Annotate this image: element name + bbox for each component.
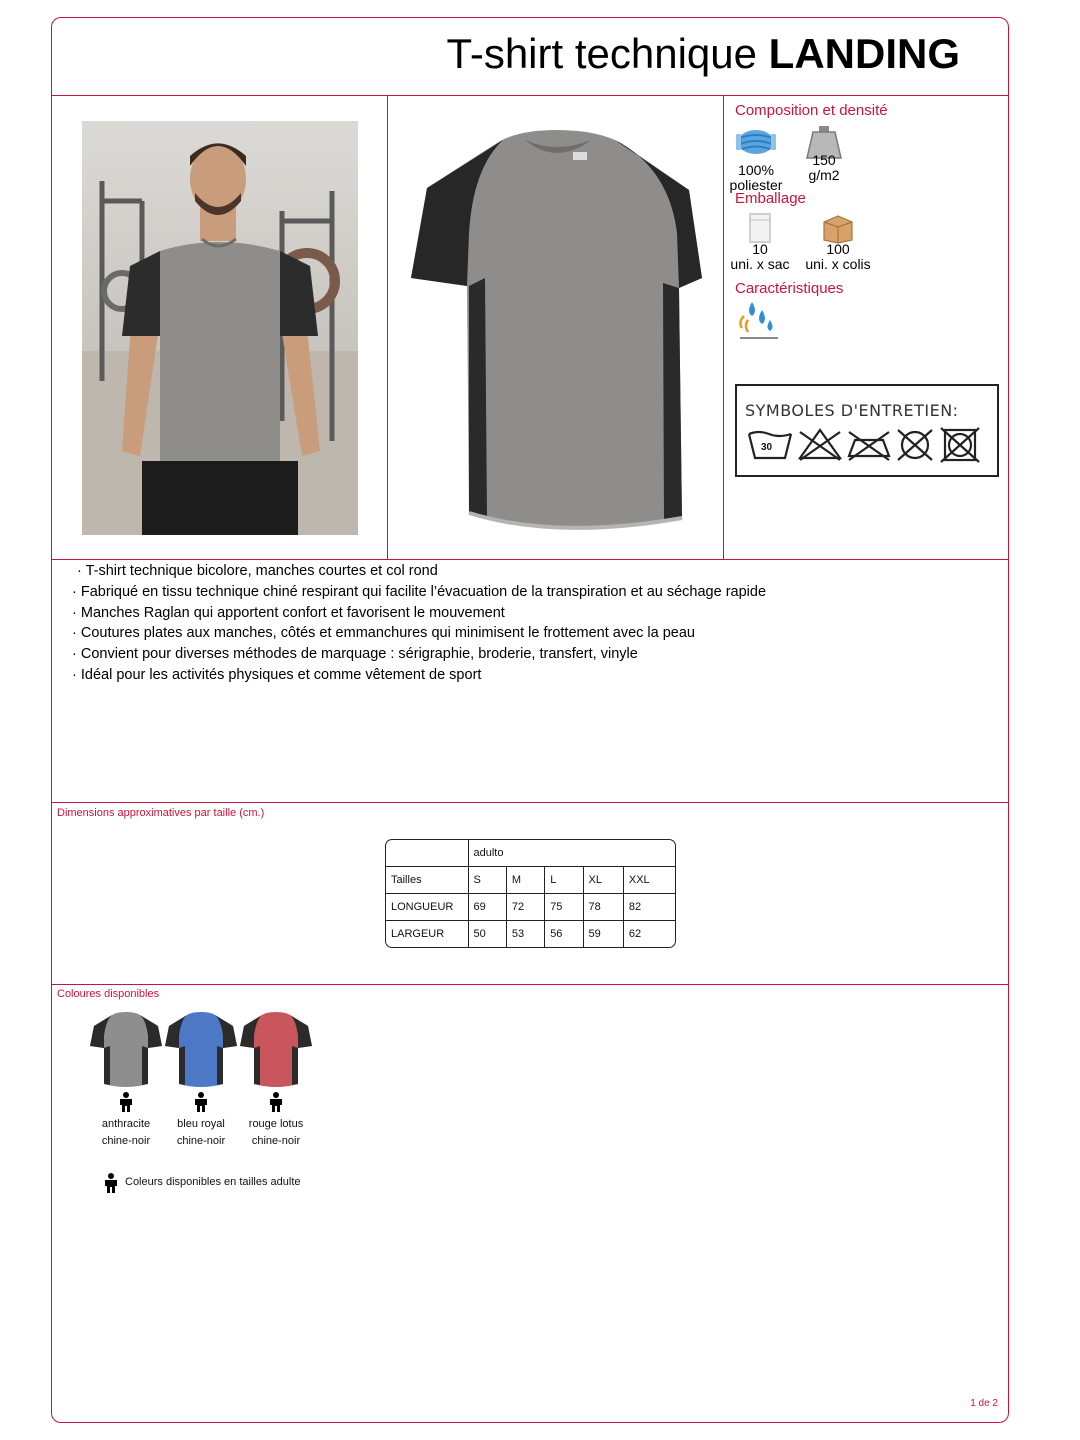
adult-size-icon bbox=[269, 1092, 283, 1112]
table-cell: 78 bbox=[583, 893, 623, 920]
dimensions-heading: Dimensions approximatives par taille (cm.) bbox=[57, 807, 265, 819]
size-col: XL bbox=[583, 866, 623, 893]
feature-item: · Coutures plates aux manches, côtés et emmanchures qui minimisent le frottement avec la peau bbox=[72, 623, 766, 644]
colour-name-secondary: chine-noir bbox=[251, 1135, 301, 1147]
fabric-weight bbox=[796, 124, 852, 183]
size-col: XXL bbox=[623, 866, 675, 893]
product-sheet bbox=[51, 17, 1009, 1423]
fabric-composition bbox=[726, 124, 786, 193]
fabric-percent: 100% bbox=[738, 162, 774, 178]
row-label: LARGEUR bbox=[386, 921, 468, 947]
table-cell: 59 bbox=[583, 921, 623, 947]
packaging-bag bbox=[726, 212, 794, 272]
characteristics-heading: Caractéristiques bbox=[735, 280, 844, 297]
adult-size-icon bbox=[104, 1173, 118, 1193]
feature-item: · Fabriqué en tissu technique chiné respirant qui facilite l’évacuation de la transpiration et au séchage rapide bbox=[72, 582, 766, 603]
table-cell: 75 bbox=[545, 893, 583, 920]
bag-count: 10 bbox=[752, 241, 768, 257]
divider-photo-right bbox=[723, 95, 724, 559]
weight-unit: g/m2 bbox=[808, 167, 840, 183]
divider-media bbox=[52, 559, 1008, 560]
product-photo bbox=[407, 118, 707, 538]
breathable-icon bbox=[736, 298, 780, 347]
colour-name-secondary: chine-noir bbox=[101, 1135, 151, 1147]
cardboard-box-icon bbox=[820, 212, 856, 244]
title-prefix: T-shirt technique bbox=[446, 30, 757, 77]
colour-name: anthracite bbox=[101, 1118, 151, 1130]
table-cell: 69 bbox=[468, 893, 506, 920]
size-table bbox=[385, 839, 676, 948]
size-group-label: adulto bbox=[468, 840, 675, 866]
feature-list bbox=[72, 561, 766, 686]
feature-item: · Idéal pour les activités physiques et comme vêtement de sport bbox=[72, 665, 766, 686]
legend-text: Coleurs disponibles en tailles adulte bbox=[125, 1176, 301, 1188]
adult-size-icon bbox=[194, 1092, 208, 1112]
divider-dimensions bbox=[52, 984, 1008, 985]
care-symbols-box bbox=[735, 384, 999, 477]
table-row bbox=[386, 866, 675, 893]
table-row bbox=[386, 921, 675, 947]
plastic-bag-icon bbox=[746, 212, 774, 244]
size-col: S bbox=[468, 866, 506, 893]
colour-swatch[interactable] bbox=[161, 1008, 241, 1147]
page-number: 1 de 2 bbox=[970, 1398, 998, 1409]
table-row bbox=[386, 893, 675, 920]
colour-legend bbox=[104, 1173, 301, 1196]
wash-temperature: 30 bbox=[761, 442, 773, 453]
weight-value: 150 bbox=[812, 152, 836, 168]
row-label: LONGUEUR bbox=[386, 893, 468, 920]
no-bleach-icon bbox=[800, 430, 840, 458]
table-cell: 56 bbox=[545, 921, 583, 947]
divider-photo-left bbox=[387, 95, 388, 559]
table-cell: 82 bbox=[623, 893, 675, 920]
colours-heading: Coloures disponibles bbox=[57, 988, 160, 1000]
colour-swatch[interactable] bbox=[86, 1008, 166, 1147]
yarn-spool-icon bbox=[734, 124, 778, 160]
table-row bbox=[386, 840, 675, 866]
no-iron-icon bbox=[849, 440, 889, 456]
tshirt-royal-blue-icon bbox=[161, 1008, 241, 1088]
colour-name-secondary: chine-noir bbox=[176, 1135, 226, 1147]
feature-item: · T-shirt technique bicolore, manches courtes et col rond bbox=[72, 561, 766, 582]
size-col: M bbox=[506, 866, 544, 893]
feature-item: · Manches Raglan qui apportent confort et favorisent le mouvement bbox=[72, 603, 766, 624]
colour-name: bleu royal bbox=[177, 1118, 225, 1130]
feature-item: · Convient pour diverses méthodes de marquage : sérigraphie, broderie, transfert, vinyle bbox=[72, 644, 766, 665]
adult-size-icon bbox=[119, 1092, 133, 1112]
title-product-name: LANDING bbox=[768, 30, 960, 77]
composition-heading: Composition et densité bbox=[735, 102, 888, 119]
table-cell bbox=[386, 840, 468, 866]
table-cell: 62 bbox=[623, 921, 675, 947]
tshirt-lotus-red-icon bbox=[236, 1008, 316, 1088]
table-cell: 53 bbox=[506, 921, 544, 947]
size-col: L bbox=[545, 866, 583, 893]
model-photo bbox=[82, 121, 358, 535]
box-count: 100 bbox=[826, 241, 850, 257]
divider-features bbox=[52, 802, 1008, 803]
page-title bbox=[447, 30, 961, 78]
table-cell: 72 bbox=[506, 893, 544, 920]
colour-swatch[interactable] bbox=[236, 1008, 316, 1147]
size-header: Tailles bbox=[386, 866, 468, 893]
packaging-box bbox=[796, 212, 880, 272]
care-heading: SYMBOLES D'ENTRETIEN: bbox=[745, 401, 959, 420]
table-cell: 50 bbox=[468, 921, 506, 947]
packaging-heading: Emballage bbox=[735, 190, 806, 207]
divider-header bbox=[52, 95, 1008, 96]
care-symbols bbox=[745, 426, 991, 464]
fabric-name: poliester bbox=[729, 177, 783, 193]
bag-label: uni. x sac bbox=[730, 256, 790, 272]
colour-name: rouge lotus bbox=[248, 1118, 304, 1130]
tshirt-anthracite-icon bbox=[86, 1008, 166, 1088]
box-label: uni. x colis bbox=[805, 256, 871, 272]
